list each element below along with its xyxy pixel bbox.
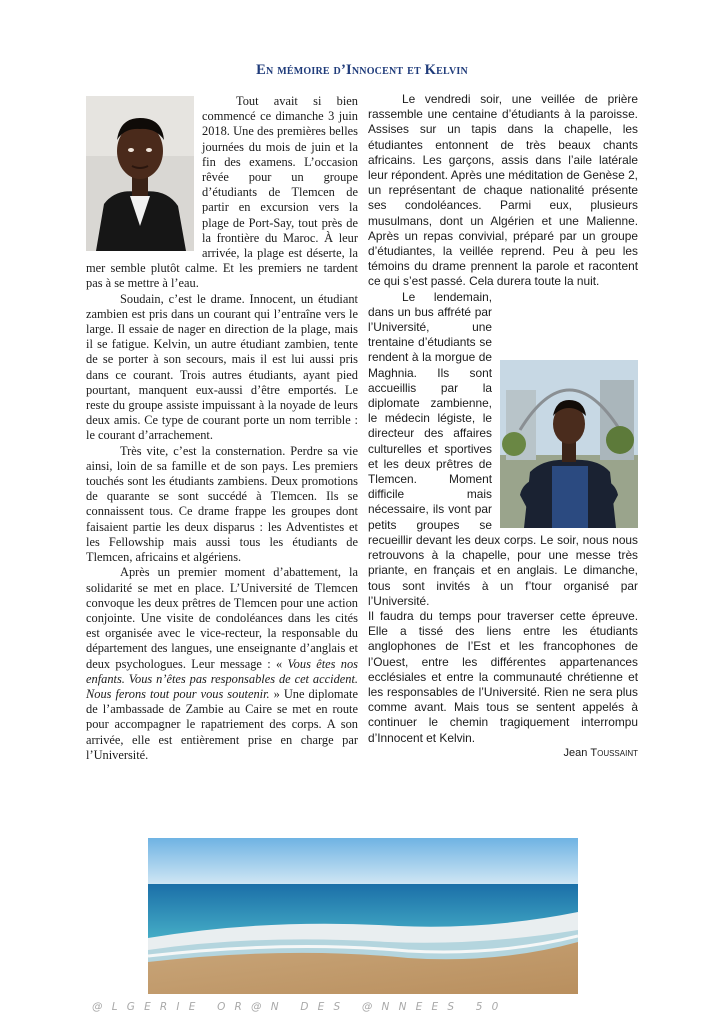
quote-text: Vous êtes nos enfants. Vous n’êtes pas responsables de cet accident. Nous ferons tout pour vous soutenir. bbox=[86, 656, 358, 701]
left-paragraph: Tout avait si bien commencé ce dimanche 3 juin 2018. Une des premières belles journées du mois de juin et la fin des examens. L’occasion rêvée pour un groupe d’étudiants de Tlemcen de partir en excursion vers la plage de Port-Say, tout près de la frontière du Maroc. À leur arrivée, la plage est déserte, la mer semble plutôt calme. Et les premiers ne tardent pas à se mettre à l’eau. bbox=[86, 94, 358, 291]
right-paragraph bbox=[368, 290, 638, 609]
left-column bbox=[86, 94, 358, 763]
footer-text: @LGERIE OR@N DES @NNEES 50 bbox=[92, 1001, 508, 1013]
beach-photo bbox=[148, 838, 578, 994]
photo-kelvin bbox=[500, 360, 638, 528]
left-paragraph: Soudain, c’est le drame. Innocent, un étudiant zambien est pris dans un courant qui l’entraîne vers le large. Il essaie de nager en direction de la plage, mais il se fatigue. Kelvin, un autre étudiant zambien, tente de se porter à son secours, mais il est lui aussi pris dans ce courant. Trois autres étudiants, ayant pied pourtant, manquent eux-aussi d’être emportés. Le reste du groupe assiste impuissant à la noyade de leurs deux amis. Ce type de courant porte un nom terrible : le courant d’arrachement. bbox=[86, 291, 358, 443]
article-title: En mémoire d’Innocent et Kelvin bbox=[256, 62, 468, 78]
left-paragraph-solidarity bbox=[86, 565, 358, 763]
right-paragraph: Le vendredi soir, une veillée de prière rassemble une centaine d’étudiants à la paroisse. Assises sur un tapis dans la chapelle, les étudiantes entonnent de très beaux chants africains. Les garçons, assis dans l’aile latérale leur répondent. Après une méditation de Genèse 2, un représentant de chaque nationalité présente ses condoléances. Parmi eux, plusieurs musulmans, dont un Algérien et une Malienne. Après un repas convivial, préparé par un groupe d’étudiantes, la veillée reprend. Peu à peu les témoins du drame prennent la parole et racontent ce qui s’est passé. Cela durera toute la nuit. bbox=[368, 92, 638, 289]
paragraph-text: » Une diplomate de l’ambassade de Zambie au Caire se met en route pour accompagner le rapatriement des corps. A son arrivée, elle est entièrement prise en charge par l’Université. bbox=[86, 686, 358, 762]
left-paragraph: Très vite, c’est la consternation. Perdre sa vie ainsi, loin de sa famille et de son pays. Les premiers touchés sont les étudiants zambiens. Deux promotions de quarante se sont succédé à Tlemcen. Ils se connaissent tous. Ce drame frappe les groupes dont faisaient partie les deux disparus : les Adventistes et les Fellowship mais aussi tous les étudiants de Tlemcen, africains et algériens. bbox=[86, 443, 358, 565]
signature-first-name: Jean bbox=[563, 746, 588, 759]
paragraph-text: Le lendemain, dans un bus affrété par l’Université, une trentaine d’étudiants se rendent à la morgue de Maghnia. Ils sont accueillis par la diplomate zambienne, le médecin légiste, le directeur des affaires culturelles et sportives et les deux prêtres de Tlemcen. Moment difficile mais nécessaire, ils vont par petits groupes se recueillir devant les deux corps. Le soir, nous nous retrouvons à la chapelle, pour une messe très priante, en français et en anglais. Le dimanche, tous sont invités à un f’tour organisé par l’Université. bbox=[368, 289, 638, 608]
right-paragraph-closing: Il faudra du temps pour traverser cette épreuve. Elle a tissé des liens entre les étudiants anglophones de l’Est et les francophones de l’Ouest, entre les différentes appartenances ecclésiales et entre la communauté chrétienne et les responsables de l’Université. Rien ne sera plus comme avant. Mais tous se sentent appelés à continuer le chemin tragiquement interrompu d’Innocent et Kelvin. bbox=[368, 608, 638, 745]
right-column bbox=[368, 92, 638, 761]
signature bbox=[368, 746, 638, 761]
paragraph-text: Après un premier moment d’abattement, la solidarité se met en place. L’Université de Tlemcen convoque les deux prêtres de Tlemcen pour une action conjointe. Une visite de condoléances dans les cités est organisée avec le vice-recteur, la responsable du département des langues, une enseignante d’anglais et deux psychologues. Leur message : « bbox=[86, 565, 358, 671]
photo-innocent bbox=[86, 96, 194, 251]
signature-last-name: Toussaint bbox=[590, 746, 638, 759]
